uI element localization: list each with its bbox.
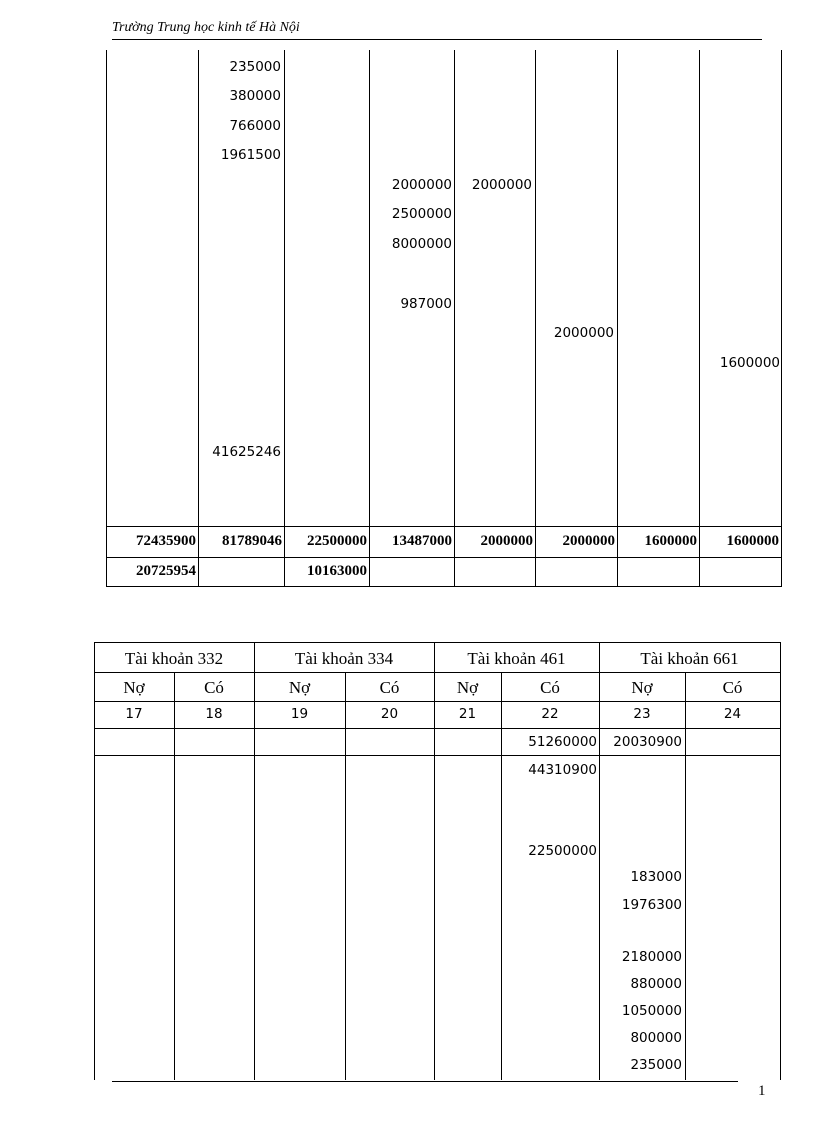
column-number: 20: [380, 706, 399, 722]
table-cell: 2180000: [621, 949, 682, 965]
footer-rule: [112, 1081, 738, 1082]
header-rule: [112, 39, 762, 40]
table-cell: 41625246: [212, 444, 281, 460]
table-cell: 8000000: [391, 236, 452, 252]
top-table-divider: [454, 50, 455, 587]
table-cell: 1050000: [621, 1003, 682, 1019]
table-cell: 2000000: [553, 325, 614, 341]
table-cell: 2000000: [471, 177, 532, 193]
table-cell: 44310900: [528, 762, 597, 778]
top-table-rule: [106, 526, 782, 527]
top-table-rule: [106, 586, 782, 587]
side-header: Có: [540, 678, 560, 697]
bottom-table-rule: [94, 642, 781, 643]
total-cell: 22500000: [307, 533, 367, 549]
table-cell: 766000: [229, 118, 281, 134]
total-cell: 1600000: [726, 533, 779, 549]
account-header: Tài khoản 661: [640, 649, 739, 668]
document-header: Trường Trung học kinh tế Hà Nội: [112, 20, 300, 35]
table-cell: 235000: [229, 59, 281, 75]
top-table-divider: [198, 50, 199, 587]
total-cell: 2000000: [480, 533, 533, 549]
page-number: 1: [758, 1083, 766, 1099]
balance-cell: 20725954: [136, 563, 196, 579]
total-cell: 1600000: [644, 533, 697, 549]
side-header: Có: [204, 678, 224, 697]
top-table-divider: [535, 50, 536, 587]
table-cell: 2000000: [391, 177, 452, 193]
table-cell: 183000: [630, 869, 682, 885]
column-number: 18: [205, 706, 223, 722]
account-header: Tài khoản 334: [294, 649, 394, 668]
bottom-table-rule: [94, 701, 781, 702]
table-cell: 235000: [630, 1057, 682, 1073]
column-number: 17: [125, 706, 143, 722]
side-header: Có: [379, 678, 400, 697]
column-number: 23: [633, 706, 651, 722]
bottom-table-divider: [174, 672, 175, 1080]
bottom-table-rule: [94, 755, 781, 756]
top-table-divider: [617, 50, 618, 587]
top-table-rule: [106, 557, 782, 558]
table-cell: 1961500: [220, 147, 281, 163]
total-cell: 2000000: [562, 533, 615, 549]
column-number: 19: [290, 706, 309, 722]
bottom-table-divider: [501, 672, 502, 1080]
top-table-divider: [369, 50, 370, 587]
side-header: Có: [722, 678, 743, 697]
top-table-border: [781, 50, 782, 587]
table-cell: 51260000: [528, 734, 597, 750]
side-header: Nợ: [631, 678, 653, 697]
top-table-divider: [284, 50, 285, 587]
column-number: 21: [458, 706, 477, 722]
bottom-table-rule: [94, 728, 781, 729]
bottom-table-divider: [345, 672, 346, 1080]
bottom-table-rule: [94, 672, 781, 673]
bottom-table-border: [780, 642, 781, 1080]
top-table-border: [106, 50, 107, 587]
table-cell: 20030900: [613, 734, 682, 750]
table-cell: 800000: [630, 1030, 682, 1046]
balance-cell: 10163000: [307, 563, 367, 579]
column-number: 22: [541, 706, 559, 722]
table-cell: 1600000: [719, 355, 780, 371]
side-header: Nợ: [288, 678, 311, 697]
table-cell: 987000: [400, 296, 452, 312]
table-cell: 880000: [630, 976, 682, 992]
bottom-table-divider: [685, 672, 686, 1080]
column-number: 24: [723, 706, 742, 722]
side-header: Nợ: [123, 678, 145, 697]
account-header: Tài khoản 332: [124, 649, 224, 668]
account-header: Tài khoản 461: [467, 649, 566, 668]
top-table-divider: [699, 50, 700, 587]
total-cell: 13487000: [392, 533, 452, 549]
total-cell: 81789046: [222, 533, 282, 549]
table-cell: 2500000: [391, 206, 452, 222]
side-header: Nợ: [456, 678, 479, 697]
table-cell: 1976300: [621, 897, 682, 913]
total-cell: 72435900: [136, 533, 196, 549]
table-cell: 22500000: [528, 843, 597, 859]
table-cell: 380000: [229, 88, 281, 104]
